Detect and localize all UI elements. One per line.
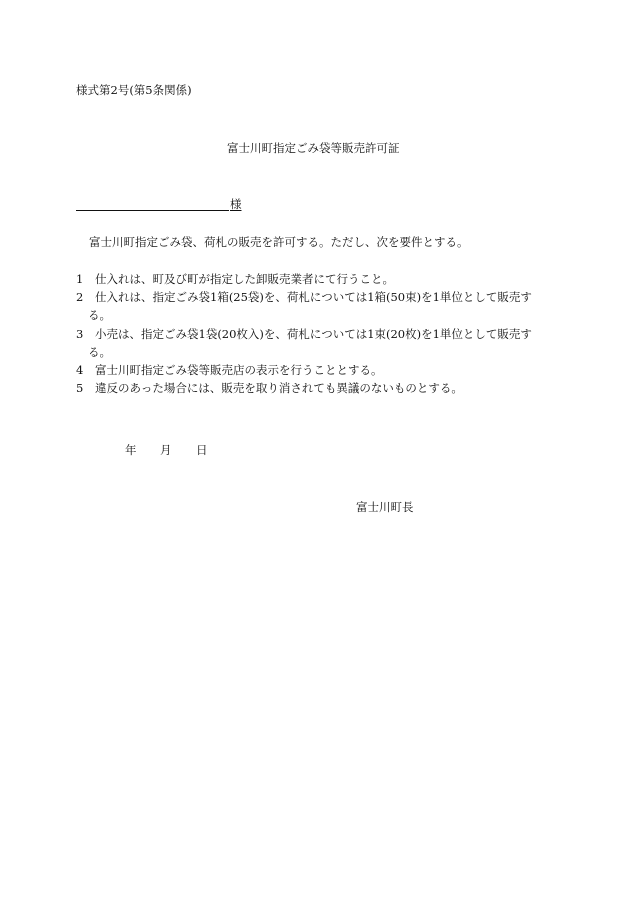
condition-text: 小売は、指定ごみ袋1袋(20枚入)を、荷札については1束(20枚)を1単位として販売す	[95, 326, 532, 341]
intro-text: 富士川町指定ごみ袋、荷札の販売を許可する。ただし、次を要件とする。	[89, 235, 469, 249]
conditions-list	[76, 270, 562, 397]
date-day-label: 日	[196, 443, 208, 457]
condition-text: 仕入れは、指定ごみ袋1箱(25袋)を、荷札については1箱(50束)を1単位として販売す	[95, 290, 532, 305]
condition-item	[76, 288, 562, 324]
condition-number: 3	[76, 326, 84, 341]
condition-number: 4	[76, 363, 84, 378]
issue-date	[0, 445, 630, 459]
document-title: 富士川町指定ごみ袋等販売許可証	[227, 141, 400, 155]
condition-item	[76, 379, 562, 397]
issuer-name: 富士川町長	[356, 500, 414, 514]
condition-text: 違反のあった場合には、販売を取り消されても異議のないものとする。	[95, 381, 463, 396]
addressee-name-blank	[76, 210, 229, 211]
condition-text-continued: る。	[88, 308, 111, 323]
condition-item	[76, 270, 562, 288]
condition-number: 2	[76, 290, 84, 305]
condition-text-continued: る。	[88, 344, 111, 359]
form-number: 様式第2号(第5条関係)	[76, 83, 192, 97]
date-month-label: 月	[160, 443, 172, 457]
condition-item	[76, 325, 562, 361]
condition-number: 5	[76, 381, 84, 396]
addressee-honorific: 様	[230, 197, 242, 211]
condition-text: 仕入れは、町及び町が指定した卸販売業者にて行うこと。	[95, 272, 394, 286]
condition-item	[76, 361, 562, 379]
condition-number: 1	[76, 272, 84, 286]
condition-text: 富士川町指定ごみ袋等販売店の表示を行うこととする。	[95, 363, 383, 378]
date-year-label: 年	[125, 443, 137, 457]
